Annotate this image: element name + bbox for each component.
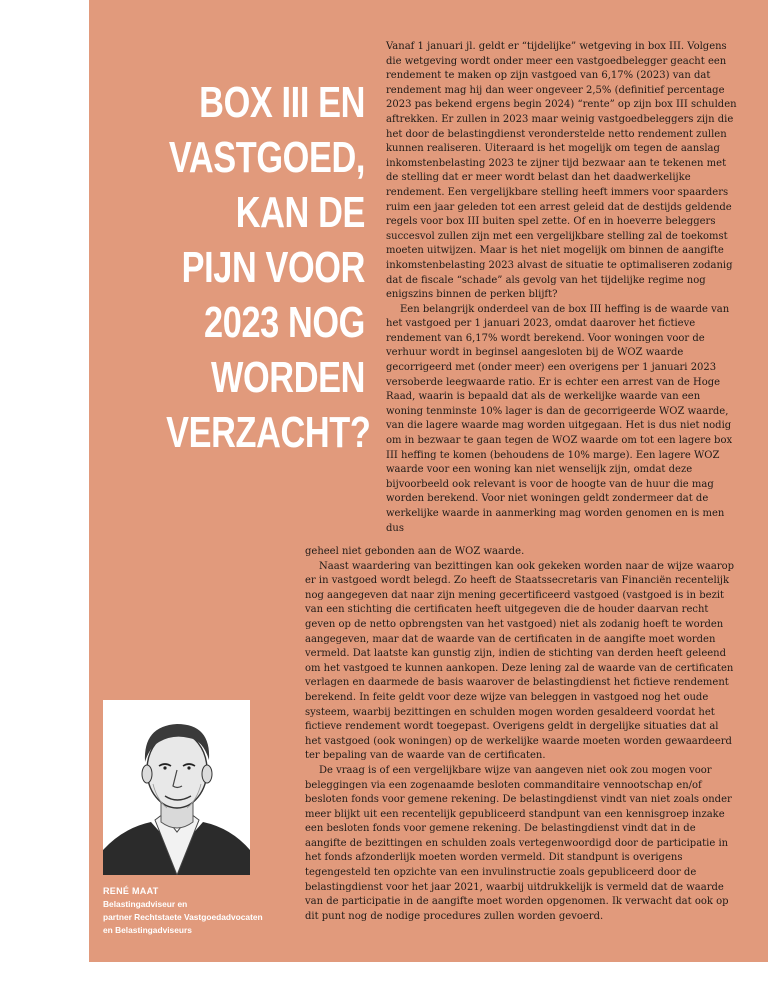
paragraph: Naast waardering van bezittingen kan ook gekeken worden naar de wijze waarop er in vastgoed wordt belegd. Zo heeft de Staatssecretaris van Financiën recentelijk nog aangegeven dat naar zijn mening gecertificeerd vastgoed (vastgoed is in bezit van een stichting die certificaten heeft uitgegeven die de houder daarvan recht geven op de netto opbrengsten van het vastgoed) niet als zodanig hoeft te worden aangegeven, maar dat de waarde van de certificaten in de aangifte moet worden vermeld. Dat laatste kan gunstig zijn, indien de stichting van derden heeft geleend om het vastgoed te kunnen aankopen. Deze lening zal de waarde van de certificaten verlagen en daarmede de basis waarover de belastingdienst het fictieve rendement berekend. In feite geldt voor deze wijze van beleggen in vastgoed nog het oude systeem, waarbij bezittingen en schulden mogen worden gesaldeerd voordat het fictieve rendement wordt toegepast. Overigens geldt in dergelijke situaties dat al het vastgoed (ook woningen) op de werkelijke waarde moeten worden gewaardeerd ter bepaling van de waarde van de certificaten. [305, 560, 735, 762]
article-body-top [386, 40, 738, 536]
article-body-bottom [305, 545, 738, 924]
headline-line: WORDEN [210, 353, 365, 403]
author-role-line: partner Rechtstaete Vastgoedadvocaten [103, 912, 263, 922]
author-caption [103, 885, 303, 937]
author-role-line: en Belastingadviseurs [103, 925, 192, 935]
author-portrait [103, 700, 250, 875]
headline-line: KAN DE [235, 188, 365, 238]
article-headline [166, 75, 371, 460]
headline-line: BOX III EN [199, 78, 365, 128]
paragraph: Vanaf 1 januari jl. geldt er “tijdelijke” wetgeving in box III. Volgens die wetgeving wordt onder meer een vastgoedbelegger geacht een rendement te maken op zijn vastgoed van 6,17% (2023) van dat rendement mag hij dan weer ongeveer 2,5% (definitief percentage 2023 pas bekend ergens begin 2024) “rente” op zijn box III schulden aftrekken. Er zullen in 2023 maar weinig vastgoedbeleggers zijn die het door de belastingdienst veronderstelde netto rendement zullen kunnen realiseren. Uiteraard is het mogelijk om tegen de aanslag inkomstenbelasting 2023 te zijner tijd bezwaar aan te tekenen met de stelling dat er meer wordt belast dan het daadwerkelijke rendement. Een vergelijkbare stelling heeft immers voor spaarders ruim een jaar geleden tot een arrest geleid dat de destijds geldende regels voor box III buiten spel zette. Of en in hoeverre beleggers succesvol zullen zijn met een vergelijkbare stelling zal de toekomst moeten uitwijzen. Maar is het niet mogelijk om binnen de aangifte inkomstenbelasting 2023 alvast de situatie te optimaliseren zodanig dat de fiscale “schade” als gevolg van het tijdelijke regime nog enigszins binnen de perken blijft? [386, 41, 737, 301]
portrait-illustration [103, 700, 250, 875]
paragraph: geheel niet gebonden aan de WOZ waarde. [305, 546, 525, 557]
author-name: RENÉ MAAT [103, 886, 159, 896]
headline-line: 2023 NOG [204, 298, 365, 348]
headline-line: VASTGOED, [168, 133, 365, 183]
headline-line: VERZACHT? [166, 408, 371, 458]
paragraph: Een belangrijk onderdeel van de box III heffing is de waarde van het vastgoed per 1 januari 2023, omdat daarover het fictieve rendement van 6,17% wordt berekend. Voor woningen voor de verhuur wordt in beginsel aangesloten bij de WOZ waarde gecorrigeerd met (onder meer) een overigens per 1 januari 2023 versoberde leegwaarde ratio. Er is echter een arrest van de Hoge Raad, waarin is bepaald dat als de werkelijke waarde van een woning tenminste 10% lager is dan de gecorrigeerde WOZ waarde, van die lagere waarde mag worden uitgegaan. Het is dus niet nodig om in bezwaar te gaan tegen de WOZ waarde om tot een lagere box III heffing te komen (behoudens de 10% marge). Een lagere WOZ waarde voor een woning kan niet wenselijk zijn, omdat deze bijvoorbeeld ook relevant is voor de hoogte van de huur die mag worden berekend. Voor niet woningen geldt zondermeer dat de werkelijke waarde in aanmerking mag worden genomen en is men dus [386, 303, 733, 534]
paragraph: De vraag is of een vergelijkbare wijze van aangeven niet ook zou mogen voor beleggingen via een zogenaamde besloten commanditaire vennootschap en/of besloten fonds voor gemene rekening. De belastingdienst vindt van niet zoals onder meer blijkt uit een recentelijk gepubliceerd standpunt van een kennisgroep inzake een besloten fonds voor gemene rekening. De belastingdienst vindt dat in de aangifte de bezittingen en schulden zoals vertegenwoordigd door de participatie in het fonds afzonderlijk moeten worden vermeld. Dit standpunt is overigens tegengesteld ten opzichte van een invulinstructie zoals gepubliceerd door de belastingdienst voor het jaar 2021, waarbij uitdrukkelijk is vermeld dat de waarde van de participatie in de aangifte moet worden opgenomen. Ik verwacht dat ook op dit punt nog de nodige procedures zullen worden gevoerd. [305, 764, 732, 922]
headline-line: PIJN VOOR [181, 243, 365, 293]
author-role-line: Belastingadviseur en [103, 899, 188, 909]
